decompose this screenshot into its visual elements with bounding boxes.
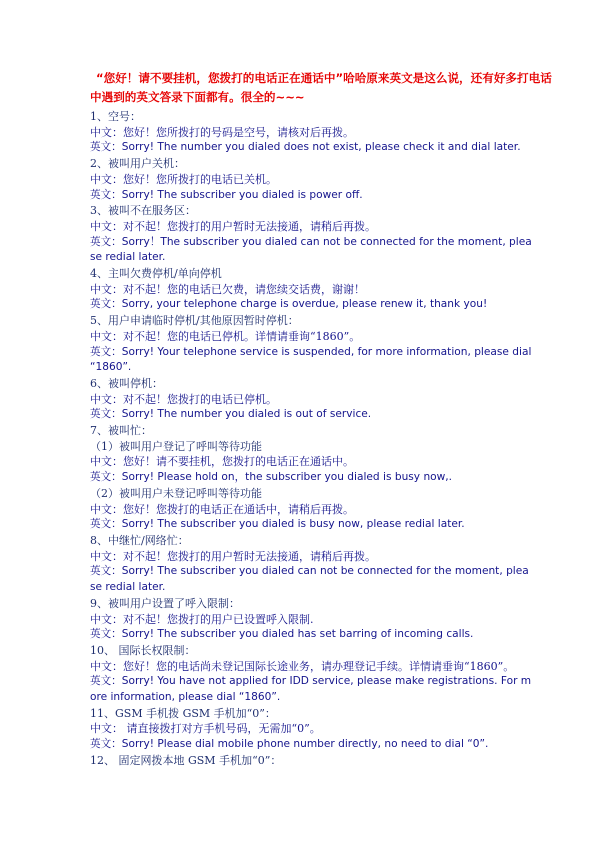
chinese-line: 中文：对不起！您的电话已欠费，请您续交话费，谢谢！ [90,282,365,296]
english-line: se redial later. [90,251,166,264]
section-heading: 12、 固定网拨本地 GSM 手机加“0”： [90,753,282,767]
section-heading: 3、被叫不在服务区： [90,204,196,218]
section-heading: 9、被叫用户设置了呼入限制： [90,596,240,610]
english-line: 英文：Sorry！The subscriber you dialed can not be connected for the moment, plea [90,235,532,248]
english-line: 英文：Sorry! Your telephone service is suspended, for more information, please dial [90,345,532,358]
english-line: 英文：Sorry! Please hold on，the subscriber you dialed is busy now,. [90,471,453,484]
english-line: “1860”. [90,361,132,374]
section-heading: 4、主叫欠费停机/单向停机 [90,267,222,281]
section-heading: 7、被叫忙： [90,424,152,438]
english-line: 英文：Sorry! You have not applied for IDD service, please make registrations. For m [90,675,532,688]
section-heading: 2、被叫用户关机： [90,157,185,171]
chinese-line: 中文：您好！您拨打的电话正在通话中，请稍后再拨。 [90,502,354,516]
english-line: 英文：Sorry, your telephone charge is overdue, please renew it, thank you! [90,298,488,311]
section-heading: 5、用户申请临时停机/其他原因暂时停机： [90,314,299,328]
section-heading: （2）被叫用户未登记呼叫等待功能 [90,486,262,500]
chinese-line: 中文：对不起！您拨打的用户暂时无法接通，请稍后再拨。 [90,549,376,563]
chinese-line: 中文：您好！您所拨打的号码是空号，请核对后再拨。 [90,125,354,139]
section-heading: 11、GSM 手机拨 GSM 手机加“0”： [90,706,276,720]
chinese-line: 中文：对不起！您拨打的电话已停机。 [90,392,277,406]
chinese-line: 中文：您好！您所拨打的电话已关机。 [90,172,277,186]
english-line: 英文：Sorry! The subscriber you dialed has set barring of incoming calls. [90,628,474,641]
english-line: 英文：Sorry! The number you dialed is out of service. [90,408,372,421]
english-line: 英文：Sorry! The number you dialed does not exist, please check it and dial later. [90,141,521,154]
english-line: 英文：Sorry! The subscriber you dialed is power off. [90,188,363,201]
chinese-line: 中文： 请直接拨打对方手机号码，无需加“0”。 [90,722,321,736]
chinese-line: 中文：您好！您的电话尚未登记国际长途业务，请办理登记手续。详情请垂询“1860”。 [90,659,515,673]
english-line: 英文：Sorry! The subscriber you dialed is busy now, please redial later. [90,518,465,531]
english-line: ore information, please dial “1860”. [90,691,281,704]
section-heading: 6、被叫停机： [90,376,163,390]
chinese-line: 中文：对不起！您拨打的用户已设置呼入限制. [90,612,314,626]
english-line: se redial later. [90,581,166,594]
document-title: “您好！请不要挂机，您拨打的电话正在通话中”哈哈原来英文是这么说，还有好多打电话中遇到的英文答录下面都有。很全的~~~ [90,71,552,104]
section-heading: 1、空号： [90,110,141,123]
section-heading: 10、 国际长权限制： [90,643,196,657]
section-heading: 8、中继忙/网络忙： [90,533,189,547]
english-line: 英文：Sorry! The subscriber you dialed can not be connected for the moment, plea [90,565,529,578]
document-body [90,109,560,769]
section-heading: （1）被叫用户登记了呼叫等待功能 [90,439,262,453]
english-line: 英文：Sorry! Please dial mobile phone number directly, no need to dial “0”. [90,738,489,751]
chinese-line: 中文：对不起！您的电话已停机。详情请垂询“1860”。 [90,329,361,343]
chinese-line: 中文：您好！请不要挂机，您拨打的电话正在通话中。 [90,455,354,469]
chinese-line: 中文：对不起！您拨打的用户暂时无法接通，请稍后再拨。 [90,219,376,233]
